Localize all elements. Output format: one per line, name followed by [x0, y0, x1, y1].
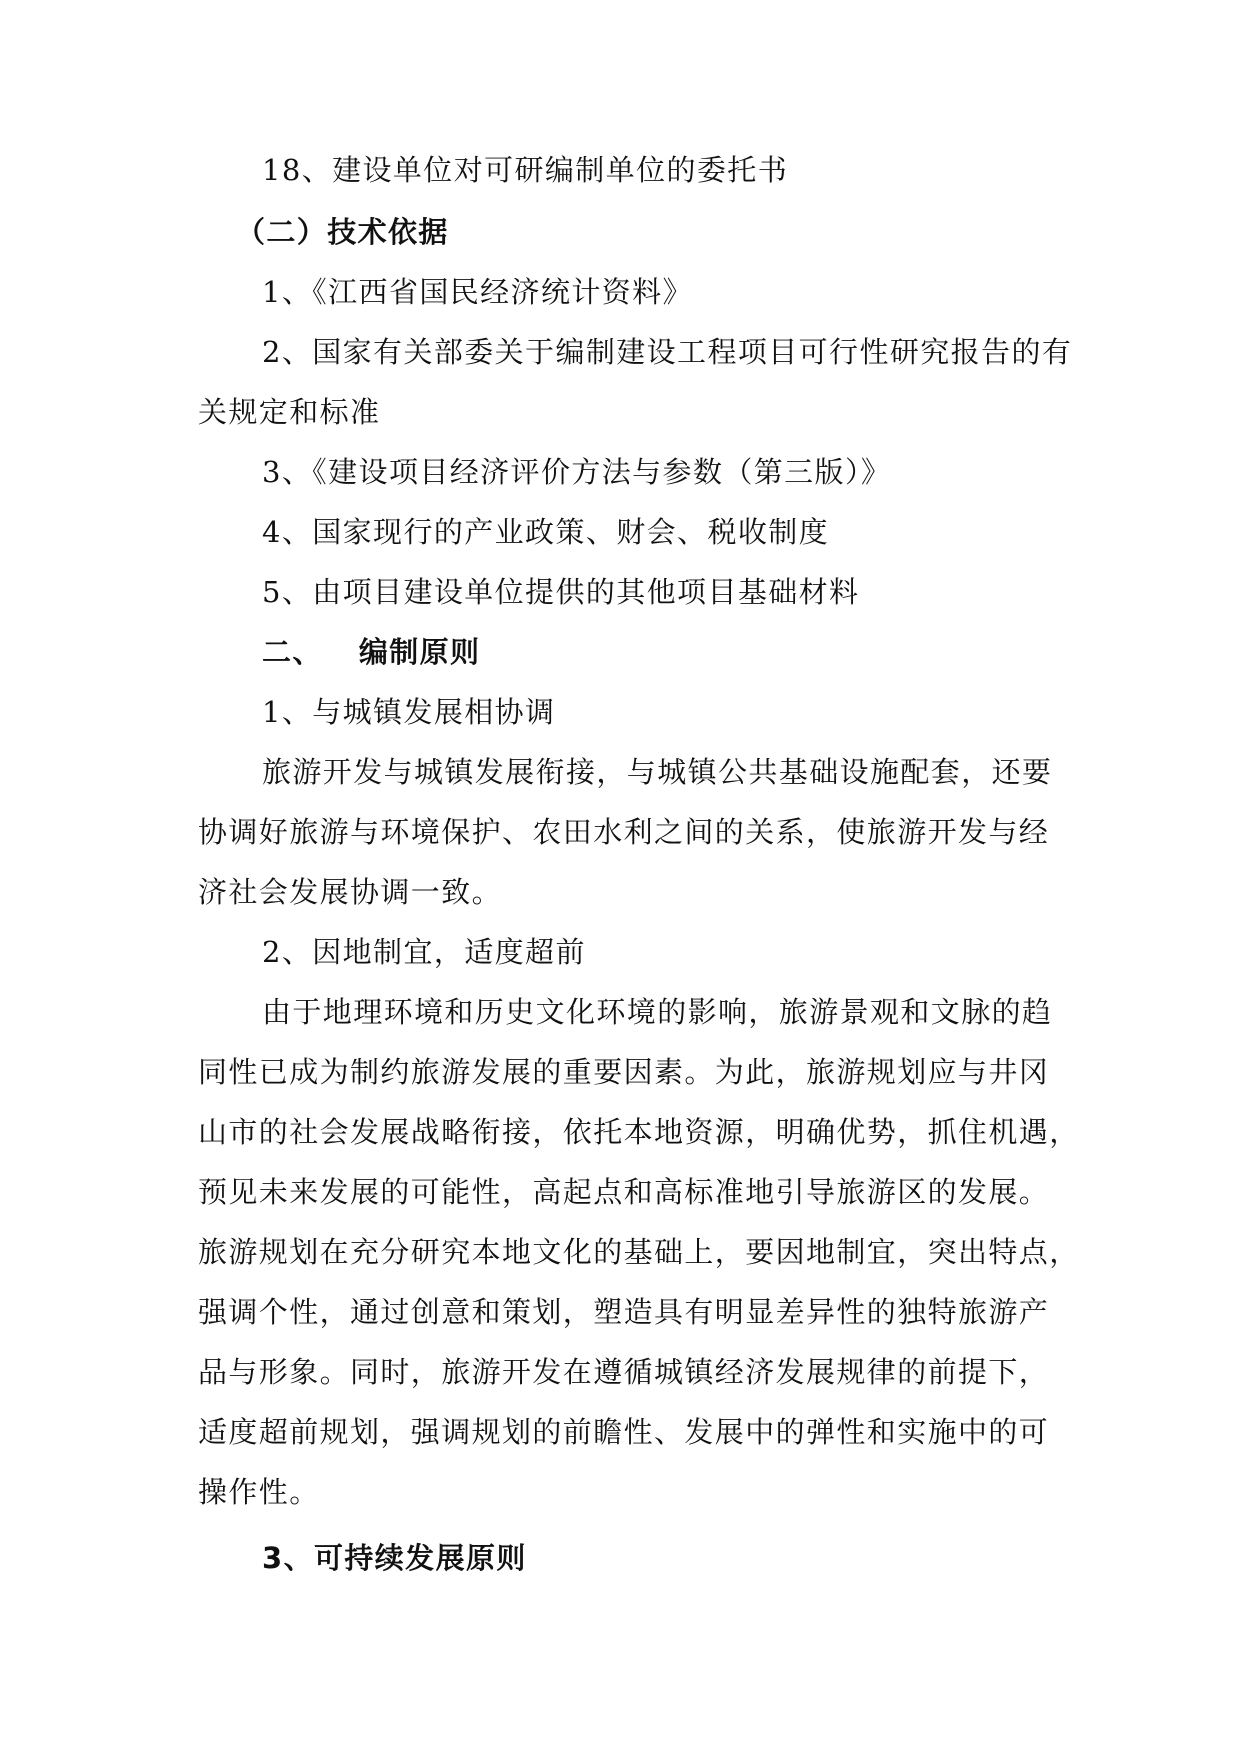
tech-item-2: 2、国家有关部委关于编制建设工程项目可行性研究报告的有	[262, 335, 1073, 369]
principle-2-title: 2、因地制宜，适度超前	[262, 935, 586, 969]
section-number: 二、	[262, 635, 323, 669]
section-title: 编制原则	[358, 635, 481, 669]
principle-2-line-8: 适度超前规划，强调规划的前瞻性、发展中的弹性和实施中的可	[198, 1415, 1050, 1449]
principle-2-line-5: 旅游规划在充分研究本地文化的基础上，要因地制宜，突出特点，	[198, 1235, 1080, 1269]
tech-item-4: 4、国家现行的产业政策、财会、税收制度	[262, 515, 830, 549]
principle-2-line-7: 品与形象。同时，旅游开发在遵循城镇经济发展规律的前提下，	[198, 1355, 1050, 1389]
principle-1-line-3: 济社会发展协调一致。	[198, 875, 503, 909]
principle-1-line-2: 协调好旅游与环境保护、农田水利之间的关系，使旅游开发与经	[198, 815, 1050, 849]
tech-item-3: 3、《建设项目经济评价方法与参数（第三版）》	[262, 455, 892, 489]
section-heading-principles	[262, 632, 480, 672]
principle-2-line-9: 操作性。	[198, 1475, 320, 1509]
principle-3-title: 3、可持续发展原则	[262, 1541, 527, 1575]
principle-2-line-1: 由于地理环境和历史文化环境的影响，旅游景观和文脉的趋	[262, 995, 1053, 1029]
principle-2-line-6: 强调个性，通过创意和策划，塑造具有明显差异性的独特旅游产	[198, 1295, 1050, 1329]
basis-item-18: 18、建设单位对可研编制单位的委托书	[262, 153, 789, 187]
tech-item-2-continued: 关规定和标准	[198, 395, 381, 429]
tech-item-1: 1、《江西省国民经济统计资料》	[262, 275, 693, 309]
principle-2-line-4: 预见未来发展的可能性，高起点和高标准地引导旅游区的发展。	[198, 1175, 1050, 1209]
principle-2-line-2: 同性已成为制约旅游发展的重要因素。为此，旅游规划应与井冈	[198, 1055, 1050, 1089]
section-heading-tech-basis: （二）技术依据	[236, 215, 449, 249]
principle-1-title: 1、与城镇发展相协调	[262, 695, 556, 729]
tech-item-5: 5、由项目建设单位提供的其他项目基础材料	[262, 575, 860, 609]
principle-1-line-1: 旅游开发与城镇发展衔接，与城镇公共基础设施配套，还要	[262, 755, 1053, 789]
principle-2-line-3: 山市的社会发展战略衔接，依托本地资源，明确优势，抓住机遇，	[198, 1115, 1080, 1149]
